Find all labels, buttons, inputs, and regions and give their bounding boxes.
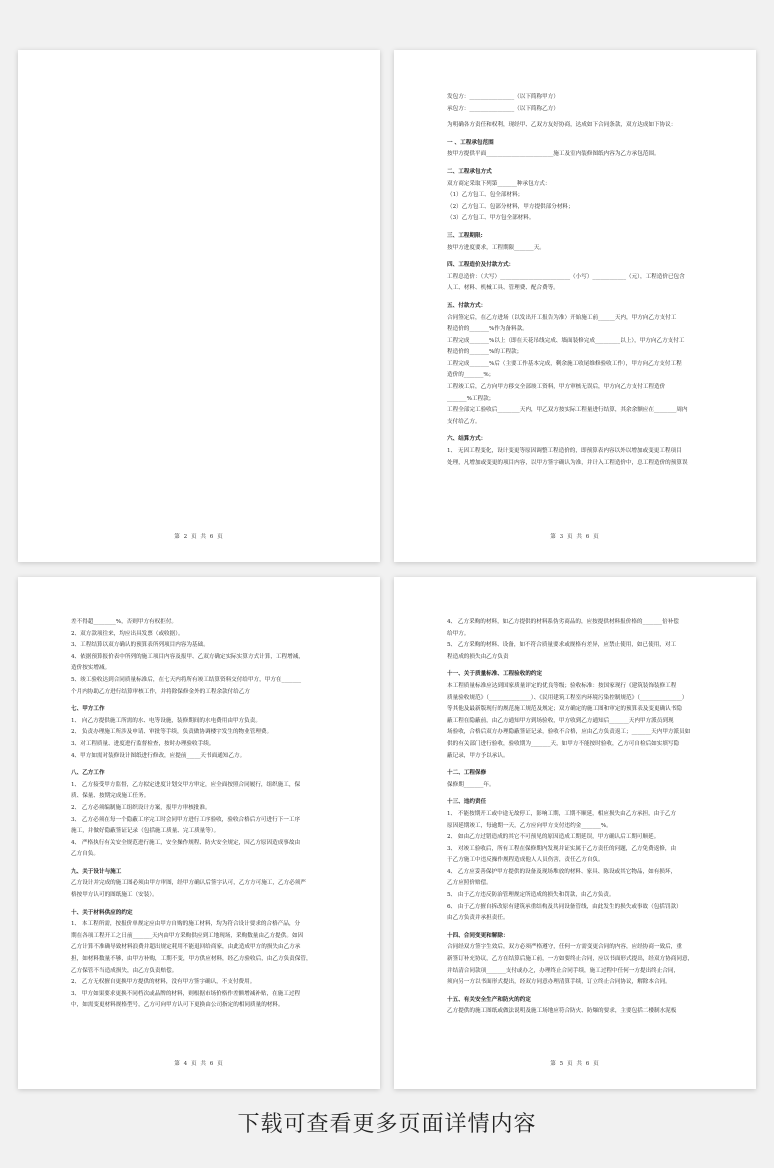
body-text-line: 5、 由于乙方违反防治管理规定所造成的损失和罚款，由乙方负责。	[447, 892, 615, 899]
section-heading: 五、付款方式：	[447, 302, 487, 309]
body-text-line: 乙方设计并完成的施工图必须由甲方审图，经甲方确认后签字认可，乙方方可施工，乙方必须严	[71, 880, 306, 887]
body-text-line: 担，如材料数量不够，由甲方补购，工期不变，甲方供应材料，经乙方验收后，由乙方负责保管，	[71, 956, 312, 963]
body-text-line: 4、依据预算报价表中所列的施工项目内容及报甲、乙双方确定实际实算方式计算，工程增减，	[71, 653, 304, 660]
body-text-line: 程造价的_______%的工程款；	[447, 349, 523, 356]
section-heading: 四、工程造价及付款方式：	[447, 262, 515, 269]
section-heading: 十二、工程保修	[447, 770, 487, 777]
body-text-line: 乙方应照价赔偿。	[447, 880, 492, 887]
body-text-line: 合同经双方签字生效后，双方必须严格遵守，任何一方需变更合同的内容，应经协商一致后，重	[447, 944, 682, 951]
page-number-footer: 第 5 页 共 6 页	[550, 1061, 600, 1067]
body-text-line: 4、甲方如需对装修设计图纸进行修改，应提前_____天书面通知乙方。	[71, 752, 246, 759]
section-heading: 三、工程期限:	[447, 232, 483, 239]
body-text-line: 1、 本工程所需，按报价单规定应由甲方自购的施工材料，均为符合设计要求的合格产品，分	[71, 921, 301, 928]
body-text-line: 4、 乙方采购的材料，如乙方提供的材料系伪劣商品的，应按提供材料报价格的_______倍补偿	[447, 619, 679, 625]
body-text-line: 本工程质量标准应达到国家质量评定的优良等级；验收标准：按国家现行《建筑装饰装修工程	[447, 682, 677, 689]
body-text-line: 1、 乙方接受甲方监督，乙方拟定进度计划交甲方审定，应全面按照合同履行，组织施工，保	[71, 781, 301, 788]
download-more-caption[interactable]: 下载可查看更多页面详情内容	[237, 1112, 537, 1137]
body-text-line: 供的有关部门进行验收，验收期为_______天，如甲方不能按时验收，乙方可自检后如实填写隐	[447, 740, 680, 747]
body-text-line: 新签订补充协议，乙方在结算后施工前，一方如要终止合同，应以书面形式提出，经双方协商同意，	[447, 956, 694, 963]
section-heading: 一 、工程承包范围	[447, 139, 494, 146]
body-text-line: 2、 乙方无权擅自更换甲方提供的材料，没有甲方签字确认，不支付费用。	[71, 979, 256, 986]
body-text-line: 4、 乙方应妥善保护甲方提供的设备及现场堆放的材料、家具、陈设或其它物品，如有损坏，	[447, 868, 677, 875]
document-page-2	[18, 50, 380, 562]
body-text-line: 中，如需变更材料规格型号，乙方可向甲方认可下更换由公司指定的相同质量的材料。	[71, 1002, 284, 1009]
body-text-line: 合同签定后，在乙方进场（以发出开工报告为准）开始施工前______天内，甲方向乙方支付工	[447, 314, 677, 321]
body-text-line: 1、 向乙方提供施工所需的水、电等设施，装修期间的水电费用由甲方负责。	[71, 717, 261, 724]
body-text-line: 3、 甲方如果要求更换不同档次或品牌的材料，则根据市场价格作差额增减补贴，在施工过程	[71, 990, 301, 997]
body-text-line: 3、 乙方必须在每一个隐蔽工序完工时会同甲方进行工序验收，验收合格后方可进行下一工序	[71, 816, 301, 823]
body-text-line: 保修期_______年。	[447, 781, 495, 788]
page-number-footer: 第 3 页 共 6 页	[550, 534, 600, 540]
body-text-line: 等其他及最新版现行的规范施工规范及规定；双方确定的施工图和审定的预算表及变更确认书隐	[447, 706, 682, 713]
section-heading: 十五、有关安全生产和防火的约定	[447, 996, 531, 1003]
body-text-line: 3、对工程质量、进度进行监督检查，按时办理验收手续。	[71, 740, 215, 747]
body-text-line: 2、双方款项往来，均应出具发票（或收据）。	[71, 630, 184, 637]
section-heading: 七、甲方工作	[71, 706, 105, 713]
body-text-line: 工程全部完工验收后________天内，甲乙双方按实际工程量进行结算，其余余额应在________周内	[447, 407, 688, 414]
body-text-line: 5、竣工验收达到合同质量标准后，在七天内将所有竣工结算资料交付给甲方，甲方在_______	[71, 676, 302, 683]
body-text-line: 工程完成_______%以上（即在天花吊线完成、墙面装修完成_________以上），甲方向乙方支付工	[447, 337, 685, 344]
body-text-line: 蔽工程在隐蔽前，由乙方通知甲方到场验收，甲方收到乙方通知后_______天内甲方派员到现	[447, 717, 674, 724]
body-text-line: 期在各项工程开工之日前_______天内由甲方采购供应到工地现场，采购数量由乙方提供。如因	[71, 932, 304, 939]
document-page-5	[394, 577, 756, 1089]
body-text-line: 造价按实增减。	[71, 665, 111, 672]
body-text-line: 1、 不能按期开工或中途无故停工，影响工期，工期不顺延，相应损失由乙方承担，由于乙方	[447, 810, 677, 817]
page-5-content	[447, 617, 718, 1018]
body-text-line: 施工，并做好隐蔽签证记录（包括施工质量、完工质量等）。	[71, 828, 220, 835]
section-heading: 二、工程承包方式	[447, 168, 492, 175]
body-text-line: 工程总造价：（大写）_________________________（小写）____________（元），工程造价已包含	[447, 273, 685, 280]
body-text-line: 2、 如由乙方过错造成的其它不可预见的原因造成工期延误，甲方确认后工期可顺延。	[447, 834, 660, 841]
body-text-line: （1）乙方包工、包全部材料；	[447, 192, 524, 199]
body-text-line: 质、保量、按期完成施工任务。	[71, 793, 150, 800]
body-text-line: 原因延期竣工，每逾期一天，乙方应向甲方支付违约金_______%。	[447, 822, 612, 829]
body-text-line: 发包方：________________（以下简称甲方）	[447, 94, 559, 100]
section-heading: 十三、违约责任	[447, 799, 487, 806]
body-text-line: 乙方自负。	[71, 851, 99, 858]
body-text-line: 给甲方。	[447, 630, 470, 637]
document-page-3	[394, 50, 756, 562]
body-text-line: 1、 无因工程变化，设计变更等原因调整工程造价的，即预算表内容以外以增加或变更工程项目	[447, 448, 682, 455]
body-text-line: _______%工程款；	[447, 395, 495, 402]
body-text-line: 3、 对竣工验收后，所有工程在保修期内发现并证实属于乙方责任的问题，乙方免费返修，由	[447, 845, 677, 852]
section-heading: 十、关于材料供应的约定	[71, 909, 133, 916]
body-text-line: 于乙方施工中违反操作规程造成他人人员伤害，责任乙方自负。	[447, 857, 604, 864]
body-text-line: 造价的_______%；	[447, 372, 495, 379]
body-text-line: 场验收，合格后双方办理隐蔽签证记录，验收不合格，应由乙方负责返工；_______天内甲方派员如	[447, 729, 691, 736]
body-text-line: 乙方保管不当造成损失，由乙方负责赔偿。	[71, 967, 178, 974]
body-text-line: 个月内协助乙方进行结算审核工作，并将除保修金外的工程余款付给乙方	[71, 688, 251, 695]
body-text-line: 处理，凡增加或变更的项目内容，以甲方签字确认为准，并计入工程造价中，总工程造价的预算误	[447, 459, 688, 466]
page-number-footer: 第 4 页 共 6 页	[174, 1061, 224, 1067]
body-text-line: 为明确各方责任和权利，现经甲、乙双方友好协商，达成如下合同条款，双方达成如下协议：	[447, 122, 677, 129]
body-text-line: 5、 乙方采购的材料、设备，如不符合质量要求或规格有差异，应禁止使用，如已使用，对工	[447, 642, 677, 649]
body-text-line: 蔽记录，甲方予以承认。	[447, 752, 509, 759]
body-text-line: 按甲方进度要求，工程期限_______天。	[447, 244, 545, 251]
body-text-line: 6、 由于乙方擅自拆改原有建筑承重结构及共同设备管线，由此发生的损失或事故（包括罚款）	[447, 903, 682, 910]
body-text-line: 3、工程结算以双方确认的预算表所列项目内容为基础。	[71, 642, 209, 649]
section-heading: 九、关于设计与施工	[71, 868, 122, 875]
body-text-line: 双方商定采取下列第_______种承包方式：	[447, 180, 551, 187]
body-text-line: 承包方：________________（以下简称乙方）	[447, 105, 559, 112]
body-text-line: 并结清合同款项_______支付或办之，办理终止合同手续，施工过程中任何一方提出终止合同，	[447, 967, 680, 974]
body-text-line: 4、 严格执行有关安全规范进行施工，安全操作规程、防火安全规定，因乙方原因造成事故由	[71, 839, 301, 846]
body-text-line: 须向另一方以书面形式提出，经双方同意办理清算手续，订立终止合同协议，解除本合同。	[447, 979, 671, 986]
body-text-line: （2）乙方包工、包部分材料，甲方提供部分材料；	[447, 203, 574, 210]
document-page-4	[18, 577, 380, 1089]
body-text-line: 工程竣工后，乙方向甲方移交全部竣工资料，甲方审核无误后，甲方向乙方支付工程造价	[447, 384, 666, 391]
section-heading: 十一、关于质量标准、工程验收的约定	[447, 671, 543, 678]
body-text-line: 工程完成_______%后（主要工作基本完成，剩余施工收尾维修验收工作），甲方向乙方支付工程	[447, 360, 682, 367]
body-text-line: 乙方计算不准确导致材料浪费并超出规定耗用不能退回给商家，由此造成甲方的损失由乙方承	[71, 944, 301, 951]
body-text-line: （3）乙方包工、甲方包全部材料。	[447, 215, 535, 222]
section-heading: 十四、合同变更和解除：	[447, 932, 509, 939]
body-text-line: 由乙方负责并承担责任。	[447, 915, 509, 922]
body-text-line: 2、 负责办理施工所涉及申请、审批等手续，负责做协调楼宇发生的物业管理费。	[71, 729, 273, 736]
section-heading: 八、乙方工作	[71, 770, 105, 777]
section-heading: 六、结算方式：	[447, 436, 487, 443]
body-text-line: 程造价的_______%作为备料款。	[447, 326, 528, 333]
page-4-content	[71, 617, 342, 1012]
body-text-line: 按甲方提供平面________________________施工及室内装修图纸内容为乙方承包范围。	[447, 151, 660, 158]
body-text-line: 格按甲方认可的图纸施工（安装）。	[71, 892, 158, 899]
body-text-line: 人工、材料、机械工具、管理费、配合费等。	[447, 285, 559, 292]
body-text-line: 乙方提供的施工图纸或做法说明及施工场地应符合防火、防爆的要求，主要包括二楼制水泥板	[447, 1008, 677, 1015]
body-text-line: 差不得超________%，否则甲方有权拒付。	[71, 619, 178, 625]
page-3-content	[447, 92, 718, 469]
body-text-line: 2、 乙方必须编制施工组织设计方案，报甲方审核批准。	[71, 804, 211, 811]
page-number-footer: 第 2 页 共 6 页	[174, 534, 224, 540]
body-text-line: 质量验收规范》（_______________）、《民用建筑工程室内环境污染控制规范》（_______________）	[447, 694, 688, 701]
body-text-line: 程造成的损失由乙方负责	[447, 653, 509, 660]
body-text-line: 支付给乙方。	[447, 418, 481, 425]
